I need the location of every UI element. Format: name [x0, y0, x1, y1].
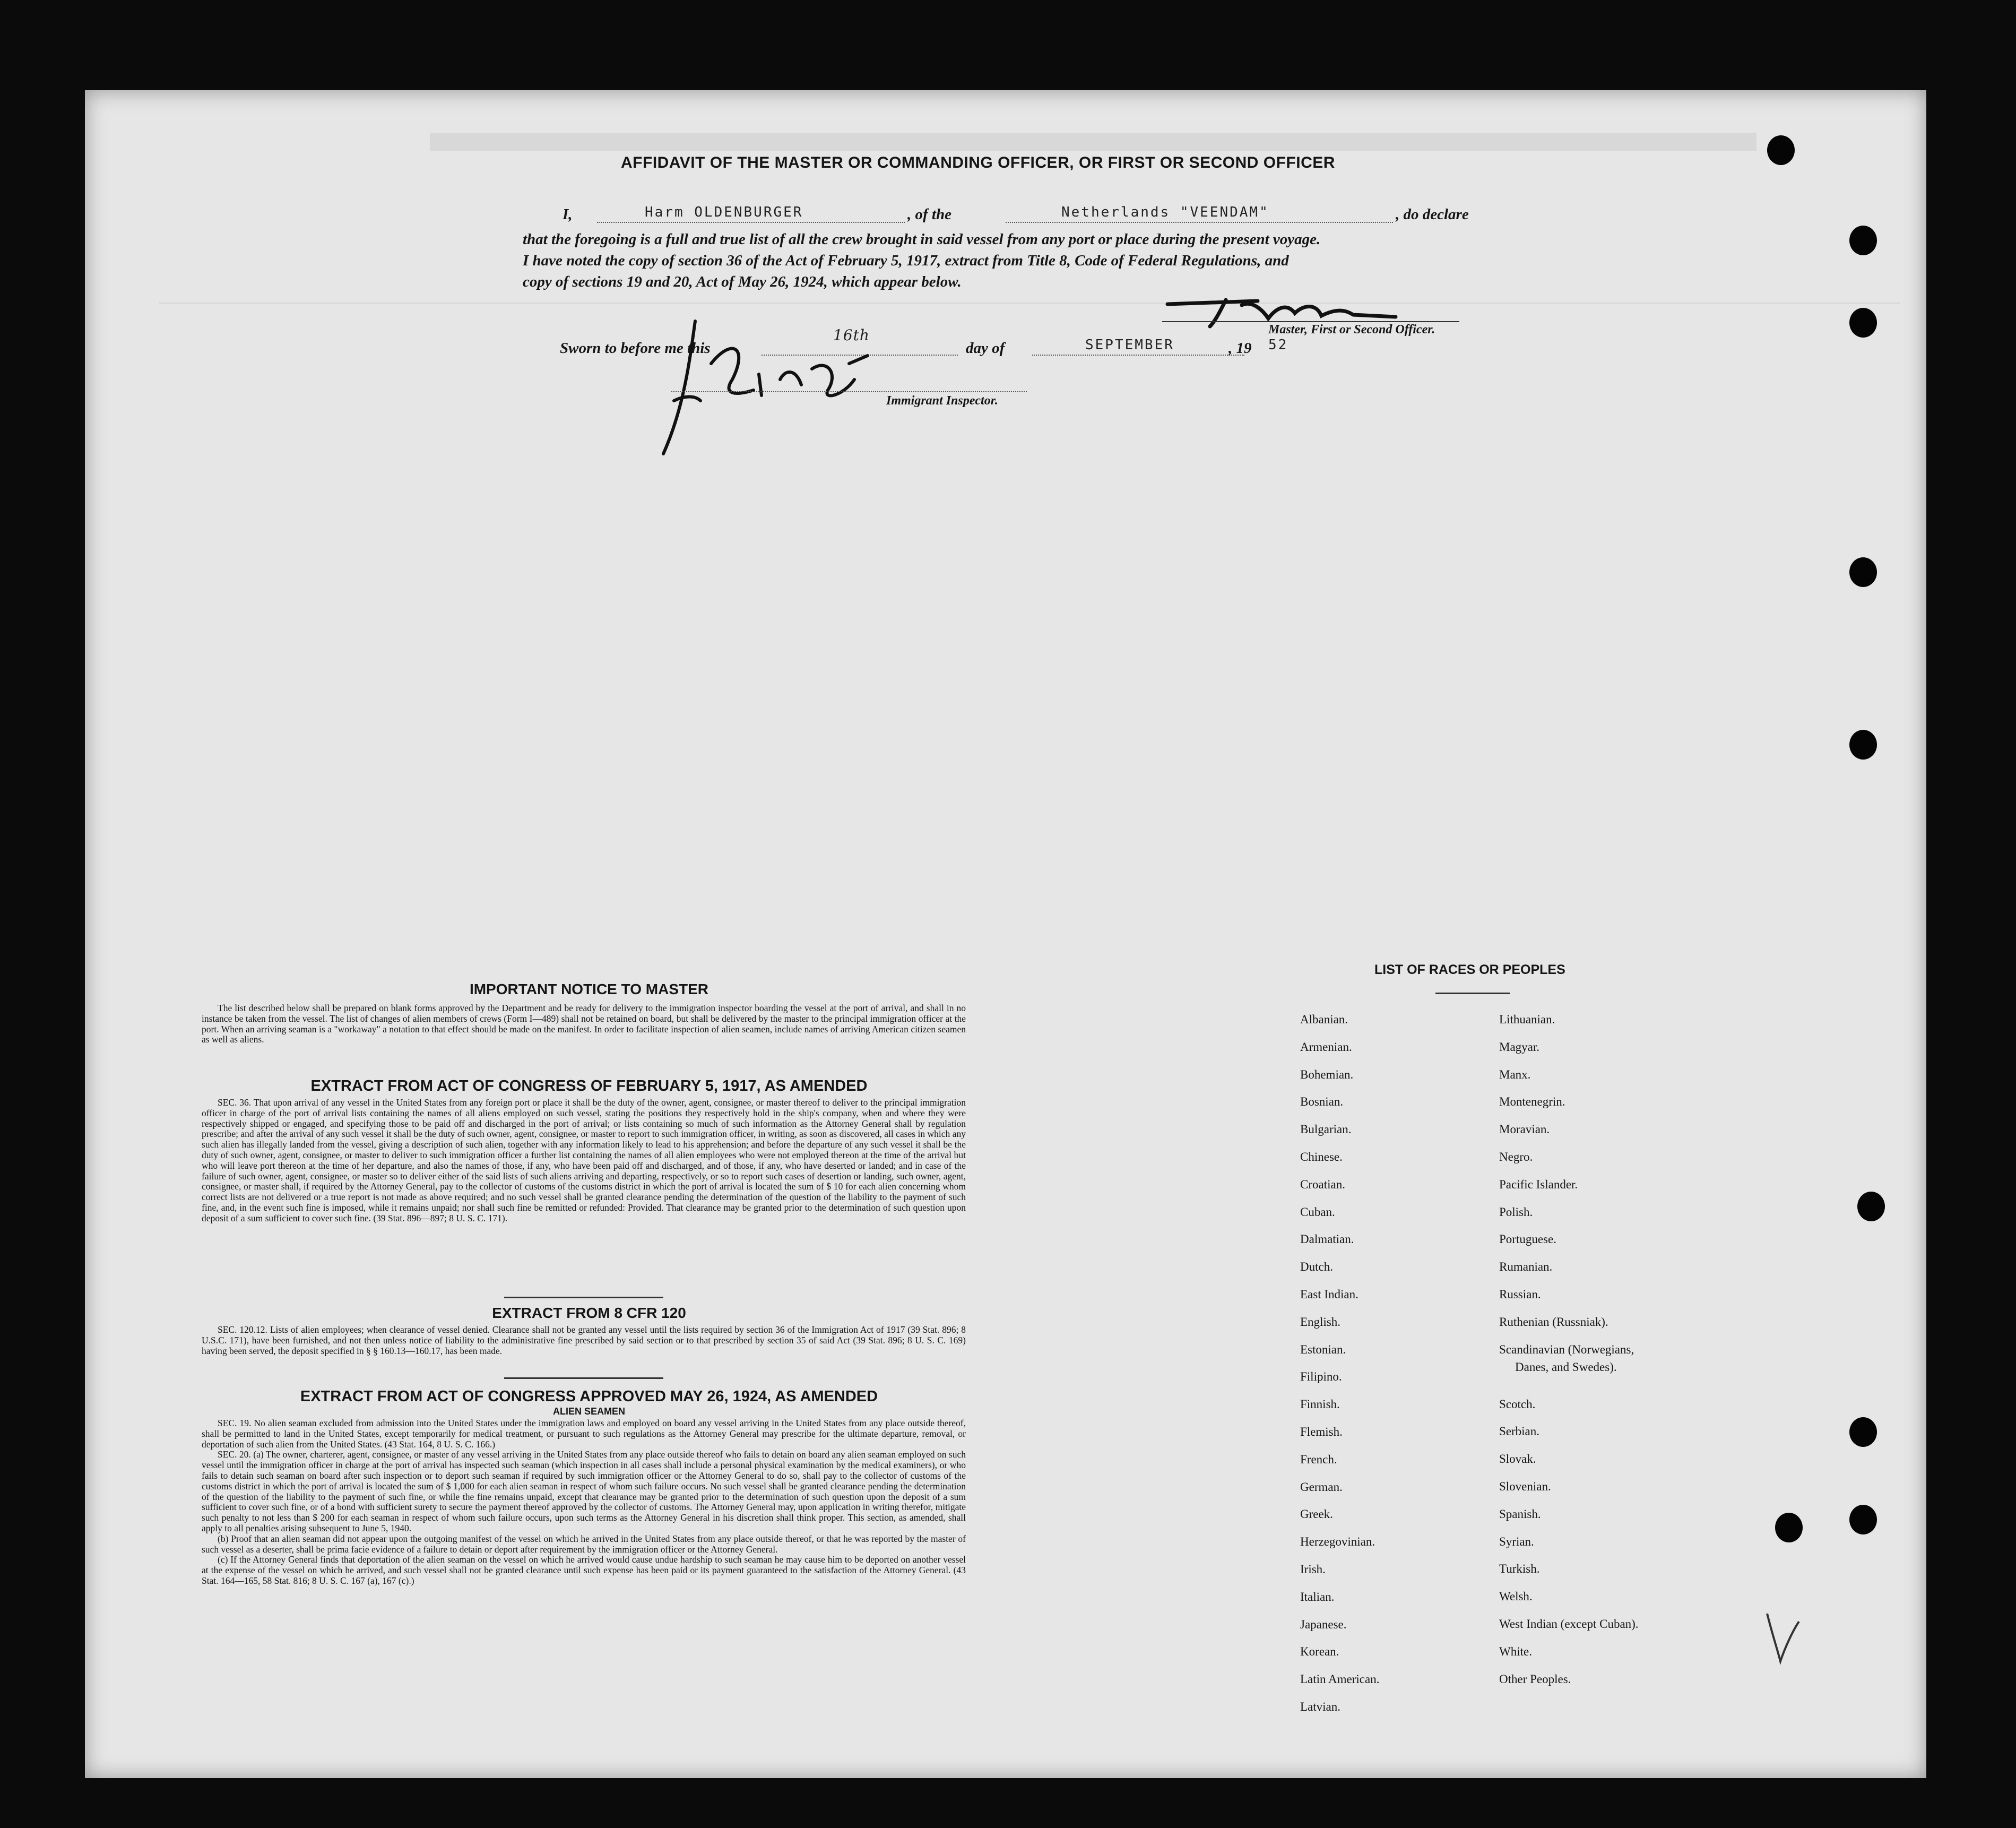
sec20a-paragraph: SEC. 20. (a) The owner, charterer, agent, consignee, or master of any vessel arriving in the United States from any place outside thereof who fails to detain on board any alien seaman employed on such vessel until the immigration officer in charge at the port of arrival has inspected such seaman (which inspection in all cases shall include a personal physical examination by the medical examiners), or who fails to detain such seaman on board after such inspection or to deport such seaman if required by such immigration officer or the Attorney General to do so, shall pay to the collector of customs of the customs district in which the port of arrival is located the sum of $ 1,000 for each alien seaman in respect of whom such failure occurs. No such vessel shall be granted clearance pending the determination of the question of the liability to the payment of such fine, or while the fine remains unpaid, except that clearance may be granted prior to the determination of such question upon the deposit of a sum sufficient to cover such fine, or of a bond with sufficient surety to secure the payment thereof approved by the collector of customs. The Attorney General may, upon application in writing therefor, mitigate such penalty to not less than $ 200 for each seaman in respect of whom such failure occurs, upon such terms as the Attorney General in his discretion shall think proper. This section, as amended, shall apply to all penalties arising subsequent to June 5, 1940. [202, 1449, 966, 1533]
punch-hole [1775, 1513, 1803, 1542]
race-item: Greek. [1300, 1507, 1333, 1521]
race-item: Portuguese. [1499, 1232, 1556, 1246]
race-item: Flemish. [1300, 1425, 1343, 1438]
race-item: Estonian. [1300, 1342, 1346, 1356]
do-declare-label: , do declare [1396, 206, 1469, 223]
race-item: Albanian. [1300, 1013, 1348, 1026]
races-title: LIST OF RACES OR PEOPLES [1374, 962, 1565, 977]
race-item: Korean. [1300, 1645, 1339, 1659]
sec120-paragraph: SEC. 120.12. Lists of alien employees; when clearance of vessel denied. Clearance shall not be granted any vessel until the lists required by section 36 of the Immigration Act of 1917 (39 Stat. 896; 8 U.S.C. 171), have been furnished, and not then unless notice of liability to the administrative fine prescribed by said section or to that prescribed by section 35 of said Act (39 Stat. 896; 8 U. S. C. 169) having been served, the deposit specified in § § 160.13—160.17, has been made. [202, 1324, 966, 1356]
race-item: Japanese. [1300, 1617, 1347, 1631]
race-item: Slovak. [1499, 1452, 1536, 1466]
master-name: Harm OLDENBURGER [645, 204, 803, 220]
sec19-paragraph: SEC. 19. No alien seaman excluded from admission into the United States under the immigration laws and employed on board any vessel arriving in the United States from any place outside thereof, shall be permitted to land in the United States, except temporarily for medical treatment, or pursuant to such regulations as the Attorney General may prescribe for the ultimate departure, removal, or deportation of such alien from the United States. (43 Stat. 164, 8 U. S. C. 166.) [202, 1418, 966, 1450]
race-item: Turkish. [1499, 1562, 1540, 1576]
i-label: I, [563, 206, 573, 223]
vessel-name-line [1006, 222, 1393, 223]
race-item: Armenian. [1300, 1040, 1352, 1054]
alien-seamen-subtitle: ALIEN SEAMEN [552, 1406, 625, 1417]
inspector-signature-line [671, 391, 1027, 392]
races-right-column [1499, 1013, 1639, 1700]
race-item: Croatian. [1300, 1177, 1345, 1191]
punch-hole [1849, 730, 1877, 760]
race-item: Scandinavian (Norwegians, [1499, 1342, 1634, 1356]
race-item: Ruthenian (Russniak). [1499, 1315, 1608, 1329]
extract-cfr-text [202, 1325, 966, 1356]
races-title-rule [1435, 993, 1510, 994]
race-item: Irish. [1300, 1562, 1326, 1576]
sworn-day: 16th [833, 326, 870, 344]
race-item: Syrian. [1499, 1534, 1534, 1548]
race-item: Spanish. [1499, 1507, 1541, 1521]
race-item: Welsh. [1499, 1590, 1533, 1603]
extract-1917-title: EXTRACT FROM ACT OF CONGRESS OF FEBRUARY 5, 1917, AS AMENDED [310, 1077, 868, 1094]
extract-1924-title: EXTRACT FROM ACT OF CONGRESS APPROVED MAY 26, 1924, AS AMENDED [300, 1388, 878, 1405]
affidavit-title: AFFIDAVIT OF THE MASTER OR COMMANDING OFFICER, OR FIRST OR SECOND OFFICER [621, 154, 1335, 171]
race-item: Danes, and Swedes). [1515, 1360, 1617, 1374]
check-mark-icon [1762, 1608, 1804, 1667]
sec20c-paragraph: (c) If the Attorney General finds that deportation of the alien seaman on the vessel on which he arrived would cause undue hardship to such seaman he may cause him to be deported on another vessel at the expense of the vessel on which he arrived, and such vessel shall not be granted clearance until such expense has been paid or its payment guaranteed to the satisfaction of the Attorney General. (43 Stat. 164—165, 58 Stat. 816; 8 U. S. C. 167 (a), 167 (c).) [202, 1554, 966, 1586]
sworn-year: 52 [1268, 337, 1288, 353]
notice-text [202, 1003, 966, 1045]
vessel-name: Netherlands "VEENDAM" [1061, 204, 1269, 220]
notice-paragraph: The list described below shall be prepared on blank forms approved by the Department and be ready for delivery to the immigration inspector boarding the vessel at the port of arrival, and shall in no instance be taken from the vessel. The list of changes of alien members of crews (Form I—489) shall not be retained on board, but shall be delivered by the master to the principal immigration officer at the port. When an arriving seaman is a "workaway" a notation to that effect should be made on the manifest. In order to facilitate inspection of alien seamen, include names of arriving American citizen seamen as well as aliens. [202, 1003, 966, 1045]
extract-1924-text [202, 1418, 966, 1586]
declaration-line-2: I have noted the copy of section 36 of the Act of February 5, 1917, extract from Title 8, Code of Federal Regulations, and [523, 252, 1289, 269]
race-item: Polish. [1499, 1205, 1533, 1219]
day-of-label: day of [966, 340, 1005, 357]
race-item: West Indian (except Cuban). [1499, 1617, 1639, 1631]
bleed-through-heading [430, 133, 1757, 151]
master-caption: Master, First or Second Officer. [1268, 323, 1435, 337]
sworn-month: SEPTEMBER [1085, 337, 1174, 353]
race-item: Serbian. [1499, 1425, 1540, 1438]
race-item: Lithuanian. [1499, 1013, 1555, 1026]
punch-hole [1767, 135, 1795, 165]
notice-title: IMPORTANT NOTICE TO MASTER [469, 981, 709, 997]
race-item: Rumanian. [1499, 1260, 1553, 1274]
race-item: Cuban. [1300, 1205, 1335, 1219]
race-item: Filipino. [1300, 1370, 1342, 1384]
race-item: German. [1300, 1480, 1343, 1494]
race-item: Negro. [1499, 1150, 1533, 1163]
sworn-label: Sworn to before me this [560, 340, 711, 357]
of-the-label: , of the [907, 206, 951, 223]
race-item: Russian. [1499, 1287, 1541, 1301]
race-item: Italian. [1300, 1590, 1335, 1603]
race-item: Finnish. [1300, 1398, 1340, 1411]
race-item: Montenegrin. [1499, 1095, 1565, 1109]
race-item: Other Peoples. [1499, 1672, 1571, 1686]
divider-rule [504, 1297, 663, 1298]
bleed-through-rule [159, 303, 1900, 304]
race-item: Moravian. [1499, 1123, 1550, 1136]
year-prefix: , 19 [1228, 340, 1252, 357]
punch-hole [1857, 1192, 1885, 1221]
race-item: Bohemian. [1300, 1067, 1354, 1081]
race-item: Magyar. [1499, 1040, 1540, 1054]
race-item: Manx. [1499, 1067, 1531, 1081]
inspector-signature [653, 316, 876, 462]
race-item: East Indian. [1300, 1287, 1359, 1301]
sec36-paragraph: SEC. 36. That upon arrival of any vessel in the United States from any foreign port or place it shall be the duty of the owner, agent, consignee, or master thereof to deliver to the principal immigration officer in charge of the port of arrival lists containing the names of all aliens employed on such vessel, stating the positions they respectively hold in the ship's company, when and where they were respectively shipped or engaged, and specifying those to be paid off and discharged in the port of arrival; or lists containing so much of such information as the Attorney General shall by regulation prescribe; and after the arrival of any such vessel it shall be the duty of such owner, agent, consignee, or master to report to such immigration officer, in writing, as soon as discovered, all cases in which any such alien has illegally landed from the vessel, giving a description of such alien, together with any information likely to lead to his apprehension; and before the departure of any such vessel it shall be the duty of such owner, agent, consignee, or master to deliver to such immigration officer a further list containing the names of all alien employees who were not employed thereon at the time of the arrival but who will leave port thereon at the time of her departure, and also the names of those, if any, who have been paid off and discharged, and of those, if any, who have deserted or landed; and in case of the failure of such owner, agent, consignee, or master so to deliver either of the said lists of such aliens arriving and departing, respectively, or so to report such cases of desertion or landing, such owner, agent, consignee, or master shall, if required by the Attorney General, pay to the collector of customs of the customs district in which the port of arrival is located the sum of $ 10 for each alien concerning whom correct lists are not delivered or a true report is not made as above required; and no such vessel shall be granted clearance pending the determination of the question of the liability to the payment of such fine, and, in the event such fine is imposed, while it remains unpaid; nor shall such fine be remitted or refunded: Provided. That clearance may be granted prior to the determination of such question upon deposit of a sum sufficient to cover such fine. (39 Stat. 896—897; 8 U. S. C. 171). [202, 1097, 966, 1223]
race-item: Latin American. [1300, 1672, 1380, 1686]
master-name-line [597, 222, 905, 223]
race-item: Chinese. [1300, 1150, 1343, 1163]
punch-hole [1849, 1505, 1877, 1534]
master-signature-line [1162, 321, 1459, 322]
punch-hole [1849, 557, 1877, 587]
race-item: Slovenian. [1499, 1479, 1551, 1493]
punch-hole [1849, 308, 1877, 338]
races-left-column [1300, 1013, 1379, 1728]
declaration-line-1: that the foregoing is a full and true list of all the crew brought in said vessel from any port or place during the present voyage. [523, 231, 1321, 248]
race-item: Dutch. [1300, 1260, 1333, 1274]
divider-rule [504, 1377, 663, 1379]
race-item: White. [1499, 1644, 1532, 1658]
punch-hole [1849, 1417, 1877, 1447]
punch-hole [1849, 226, 1877, 255]
race-item: Latvian. [1300, 1700, 1340, 1713]
inspector-caption: Immigrant Inspector. [886, 394, 998, 408]
declaration-line-3: copy of sections 19 and 20, Act of May 26, 1924, which appear below. [523, 273, 962, 290]
extract-1917-text [202, 1098, 966, 1224]
sec20b-paragraph: (b) Proof that an alien seaman did not appear upon the outgoing manifest of the vessel on which he arrived in the United States from any place outside thereof, or that he was reported by the master of such vessel as a deserter, shall be prima facie evidence of a failure to detain or deport after requirement by the immigration officer or the Attorney General. [202, 1533, 966, 1555]
race-item: English. [1300, 1315, 1341, 1329]
sworn-month-line [1032, 355, 1244, 356]
race-item: French. [1300, 1452, 1337, 1466]
race-item: Bosnian. [1300, 1095, 1344, 1109]
race-item: Pacific Islander. [1499, 1177, 1578, 1191]
race-item: Herzegovinian. [1300, 1535, 1375, 1549]
race-item: Bulgarian. [1300, 1123, 1352, 1136]
extract-cfr-title: EXTRACT FROM 8 CFR 120 [492, 1305, 686, 1321]
race-item: Scotch. [1499, 1397, 1536, 1411]
race-item: Dalmatian. [1300, 1232, 1354, 1246]
